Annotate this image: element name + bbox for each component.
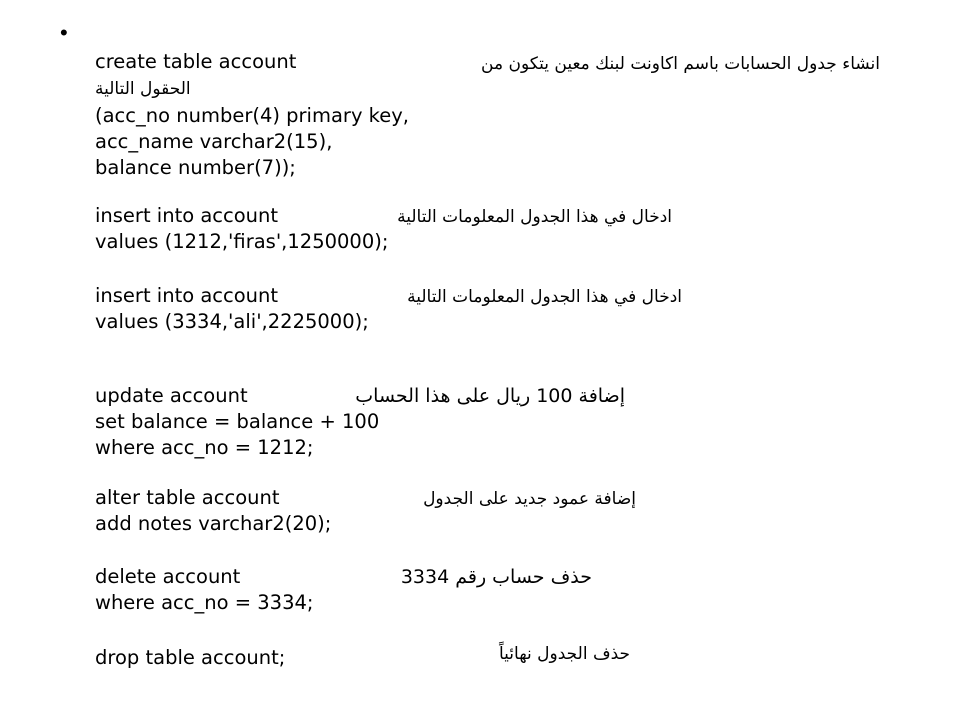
code-line-insert-2: insert into account <box>95 284 279 307</box>
code-line-delete: delete account <box>95 565 241 588</box>
code-line-update: update account <box>95 384 248 407</box>
comment-insert-2: ادخال في هذا الجدول المعلومات التالية <box>407 287 682 307</box>
code-line-create-table: create table account <box>95 50 297 73</box>
comment-alter: إضافة عمود جديد على الجدول <box>423 489 636 509</box>
comment-create-line1: انشاء جدول الحسابات باسم اكاونت لبنك معين يتكون من <box>481 54 880 74</box>
code-line-acc-name: acc_name varchar2(15), <box>95 130 333 153</box>
code-line-where-1212: where acc_no = 1212; <box>95 436 314 459</box>
comment-drop: حذف الجدول نهائياً <box>498 644 630 664</box>
code-line-insert-1: insert into account <box>95 204 279 227</box>
comment-update: إضافة 100 ريال على هذا الحساب <box>355 385 625 407</box>
code-line-alter-table: alter table account <box>95 486 280 509</box>
code-line-where-3334: where acc_no = 3334; <box>95 591 314 614</box>
code-line-add-notes: add notes varchar2(20); <box>95 512 332 535</box>
list-bullet: • <box>60 20 68 45</box>
comment-insert-1: ادخال في هذا الجدول المعلومات التالية <box>397 207 672 227</box>
code-line-acc-no: (acc_no number(4) primary key, <box>95 104 410 127</box>
comment-delete: حذف حساب رقم 3334 <box>400 566 592 588</box>
code-line-set-balance: set balance = balance + 100 <box>95 410 380 433</box>
code-line-drop-table: drop table account; <box>95 646 286 669</box>
comment-create-line2: الحقول التالية <box>95 79 191 99</box>
code-line-balance: balance number(7)); <box>95 156 296 179</box>
code-line-values-1: values (1212,'firas',1250000); <box>95 230 389 253</box>
code-line-values-2: values (3334,'ali',2225000); <box>95 310 369 333</box>
